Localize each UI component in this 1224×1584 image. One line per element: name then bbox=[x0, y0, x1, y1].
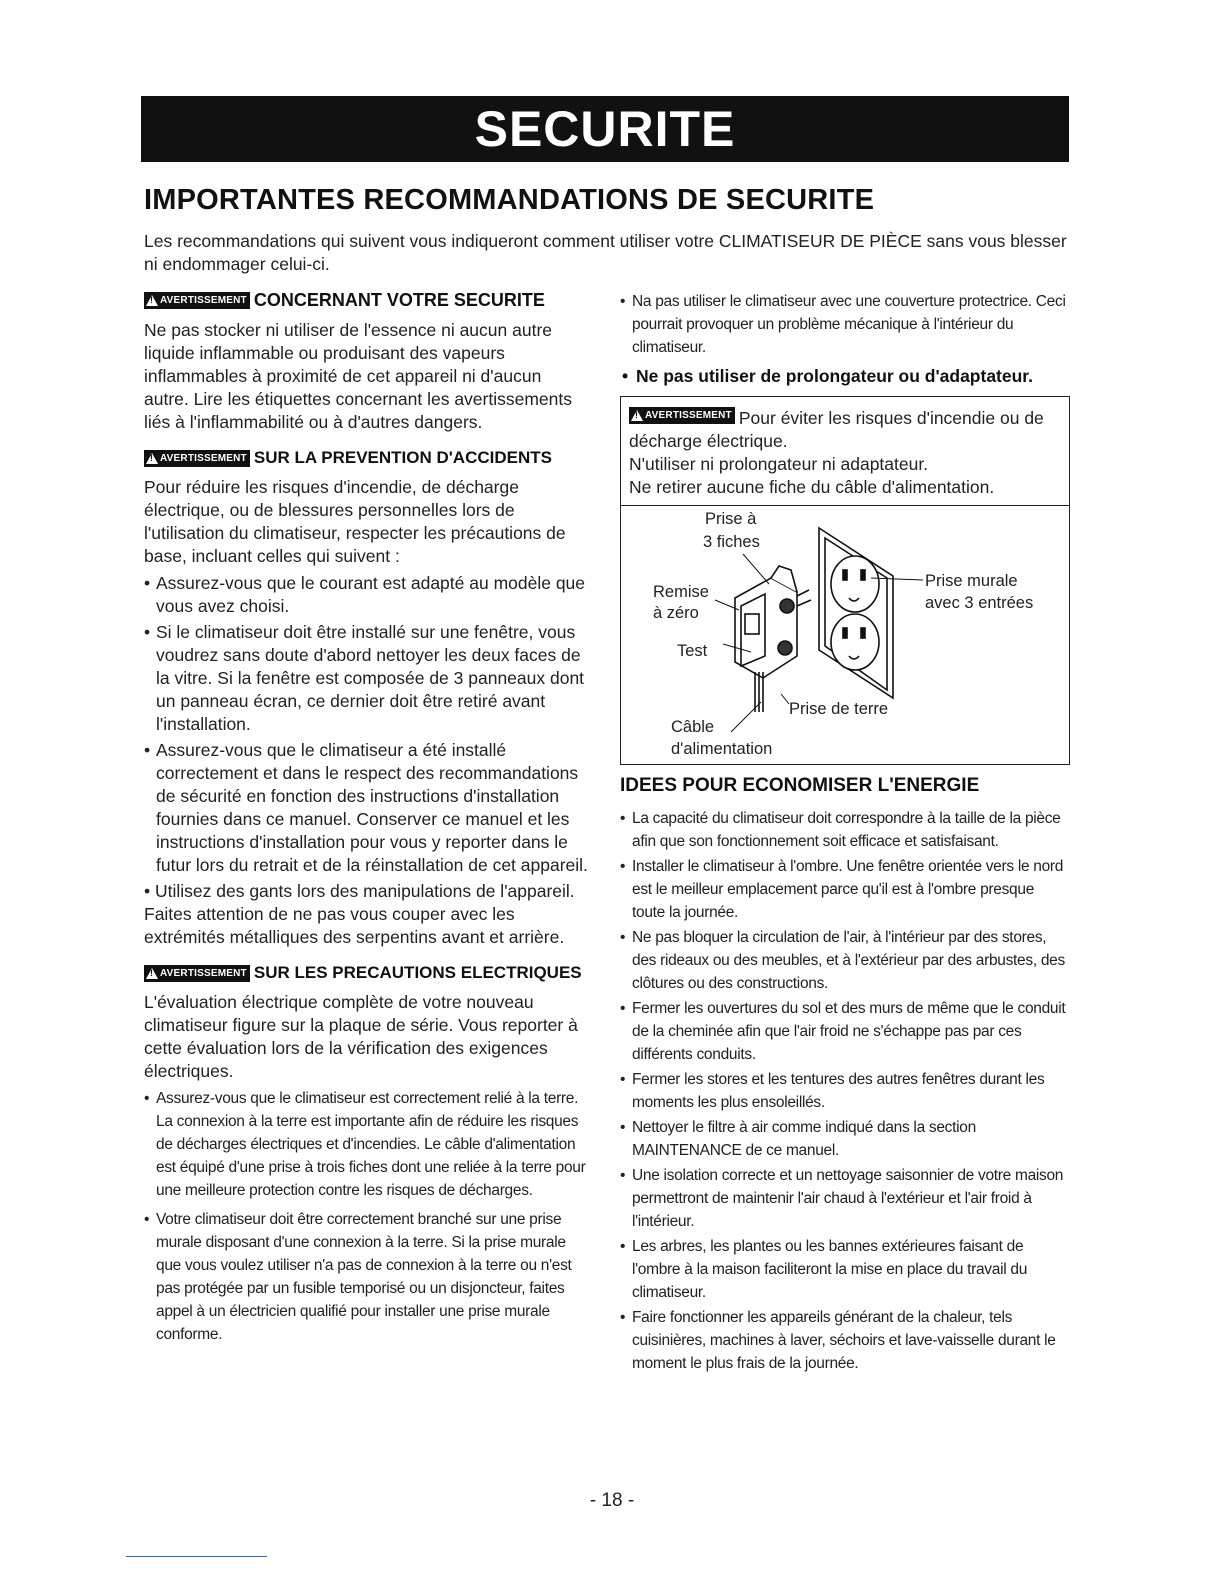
list-item: • Installer le climatiseur à l'ombre. Une fenêtre orientée vers le nord est le meilleur emplacement parce qu'il est à l'ombre presque toute la journée. bbox=[620, 855, 1070, 924]
warning-triangle-icon bbox=[146, 968, 158, 979]
cover-list bbox=[620, 290, 1070, 359]
gloves-text: • Utilisez des gants lors des manipulations de l'appareil. Faites attention de ne pas vous couper avec les extrémités métalliques des serpentins avant et arrière. bbox=[144, 881, 575, 947]
label-remise-1: Remise bbox=[653, 583, 709, 601]
warning-heading-accidents bbox=[144, 448, 590, 468]
electrical-text: L'évaluation électrique complète de votre nouveau climatiseur figure sur la plaque de série. Vous reporter à cette évaluation lors de la vérification des exigences électriques. bbox=[144, 992, 578, 1081]
energy-section-title: IDEES POUR ECONOMISER L'ENERGIE bbox=[620, 775, 980, 796]
wall-outlet-icon bbox=[819, 528, 893, 698]
warning-badge bbox=[144, 450, 250, 467]
left-column bbox=[144, 290, 590, 1348]
label-cable-2: d'alimentation bbox=[671, 740, 773, 758]
label-prise-murale-1: Prise murale bbox=[925, 572, 1018, 590]
label-remise-2: à zéro bbox=[653, 604, 699, 622]
warning-badge-label: AVERTISSEMENT bbox=[160, 967, 247, 979]
intro-text: Les recommandations qui suivent vous indiqueront comment utiliser votre CLIMATISEUR DE PIÈCE sans vous blesser ni endommager celui-ci. bbox=[144, 231, 1067, 274]
warning-badge-label: AVERTISSEMENT bbox=[160, 295, 247, 306]
warning-box-line-3: Ne retirer aucune fiche du câble d'alimentation. bbox=[629, 477, 995, 497]
list-item: • Assurez-vous que le climatiseur a été installé correctement et dans le respect des recommandations de sécurité en fonction des instructions d'installation fournies dans ce manuel. Conserver ce manuel et les instructions d'installation pour vous y reporter dans le futur lors du retrait et de la réinstallation de cet appareil. bbox=[144, 739, 590, 877]
warning-heading-electrical bbox=[144, 963, 590, 983]
list-item: • Fermer les ouvertures du sol et des murs de même que le conduit de la cheminée afin que l'air froid ne s'échappe pas par ces différents conduits. bbox=[620, 997, 1070, 1066]
warning-badge bbox=[144, 292, 250, 309]
warning-badge bbox=[629, 407, 735, 424]
warning-box-text bbox=[621, 397, 1069, 505]
heading-label: SUR LES PRECAUTIONS ELECTRIQUES bbox=[253, 963, 582, 982]
list-item: • Fermer les stores et les tentures des autres fenêtres durant les moments les plus ensoleillés. bbox=[620, 1068, 1070, 1114]
list-item: • Na pas utiliser le climatiseur avec une couverture protectrice. Ceci pourrait provoquer un problème mécanique à l'intérieur du climatiseur. bbox=[620, 290, 1070, 359]
list-item: • La capacité du climatiseur doit correspondre à la taille de la pièce afin que son fonctionnement soit efficace et satisfaisant. bbox=[620, 807, 1070, 853]
plug-diagram bbox=[621, 505, 1069, 764]
list-item: • Une isolation correcte et un nettoyage saisonnier de votre maison permettront de maintenir l'air chaud à l'extérieur et l'air froid à l'intérieur. bbox=[620, 1164, 1070, 1233]
list-item: • Assurez-vous que le courant est adapté au modèle que vous avez choisi. bbox=[144, 572, 590, 618]
list-item: • Les arbres, les plantes ou les bannes extérieures faisant de l'ombre à la maison faciliteront la mise en place du travail du climatiseur. bbox=[620, 1235, 1070, 1304]
right-column bbox=[620, 290, 1070, 1377]
label-test: Test bbox=[677, 642, 708, 660]
list-item: • Assurez-vous que le climatiseur est correctement relié à la terre. La connexion à la terre est importante afin de réduire les risques de décharges électriques et d'incendies. Le câble d'alimentation est équipé d'une prise à trois fiches dont une reliée à la terre pour une meilleure protection contre les risques de décharges. bbox=[144, 1087, 590, 1202]
warning-triangle-icon bbox=[631, 410, 643, 421]
warning-box-line-1: Pour éviter les risques d'incendie ou de décharge électrique. bbox=[629, 408, 1044, 451]
warning-triangle-icon bbox=[146, 453, 158, 464]
warning-box bbox=[620, 396, 1070, 765]
list-item: • Faire fonctionner les appareils générant de la chaleur, tels cuisinières, machines à laver, séchoirs et lave-vaisselle durant le moment le plus frais de la journée. bbox=[620, 1306, 1070, 1375]
electrical-list bbox=[144, 1087, 590, 1346]
label-prise-de-terre: Prise de terre bbox=[789, 700, 889, 718]
warning-badge bbox=[144, 965, 250, 982]
warning-triangle-icon bbox=[146, 295, 158, 306]
page-banner: SECURITE bbox=[141, 96, 1069, 162]
label-prise-3-fiches-1: Prise à bbox=[705, 510, 757, 528]
extension-warning: • Ne pas utiliser de prolongateur ou d'adaptateur. bbox=[620, 365, 1070, 388]
footer-rule bbox=[126, 1556, 267, 1557]
warning-box-line-2: N'utiliser ni prolongateur ni adaptateur. bbox=[629, 454, 929, 474]
label-cable-1: Câble bbox=[671, 718, 715, 736]
accidents-text: Pour réduire les risques d'incendie, de décharge électrique, ou de blessures personnelles lors de l'utilisation du climatiseur, respecter les précautions de base, incluant celles qui suivent : bbox=[144, 477, 566, 566]
warning-heading-safety bbox=[144, 290, 590, 311]
label-prise-3-fiches-2: 3 fiches bbox=[703, 533, 760, 551]
list-item: • Si le climatiseur doit être installé sur une fenêtre, vous voudrez sans doute d'abord nettoyer les deux faces de la vitre. Si la fenêtre est composée de 3 panneaux dont un panneau écran, ce dernier doit être retiré avant l'installation. bbox=[144, 621, 590, 736]
list-item: • Nettoyer le filtre à air comme indiqué dans la section MAINTENANCE de ce manuel. bbox=[620, 1116, 1070, 1162]
warning-badge-label: AVERTISSEMENT bbox=[160, 452, 247, 464]
list-item: • Ne pas bloquer la circulation de l'air, à l'intérieur par des stores, des rideaux ou des meubles, et à l'extérieur par des arbustes, des clôtures ou des constructions. bbox=[620, 926, 1070, 995]
page-number: - 18 - bbox=[589, 1490, 635, 1511]
label-prise-murale-2: avec 3 entrées bbox=[925, 594, 1034, 612]
warning-badge-label: AVERTISSEMENT bbox=[645, 410, 732, 421]
main-title: IMPORTANTES RECOMMANDATIONS DE SECURITE bbox=[144, 184, 875, 216]
safety-text: Ne pas stocker ni utiliser de l'essence ni aucun autre liquide inflammable ou produisant des vapeurs inflammables à proximité de cet appareil ni d'aucun autre. Lire les étiquettes concernant les avertissements liés à l'inflammabilité ou à d'autres dangers. bbox=[144, 320, 572, 432]
accidents-list bbox=[144, 572, 590, 877]
list-item: • Votre climatiseur doit être correctement branché sur une prise murale disposant d'une connexion à la terre. Si la prise murale que vous voulez utiliser n'a pas de connexion à la terre ou n'est pas protégée par un fusible temporisé ou un disjoncteur, faites appel à un électricien qualifié pour installer une prise murale conforme. bbox=[144, 1208, 590, 1346]
gfci-plug-icon bbox=[735, 566, 811, 712]
energy-list bbox=[620, 807, 1070, 1375]
heading-label: SUR LA PREVENTION D'ACCIDENTS bbox=[253, 448, 552, 467]
heading-label: CONCERNANT VOTRE SECURITE bbox=[253, 290, 545, 310]
